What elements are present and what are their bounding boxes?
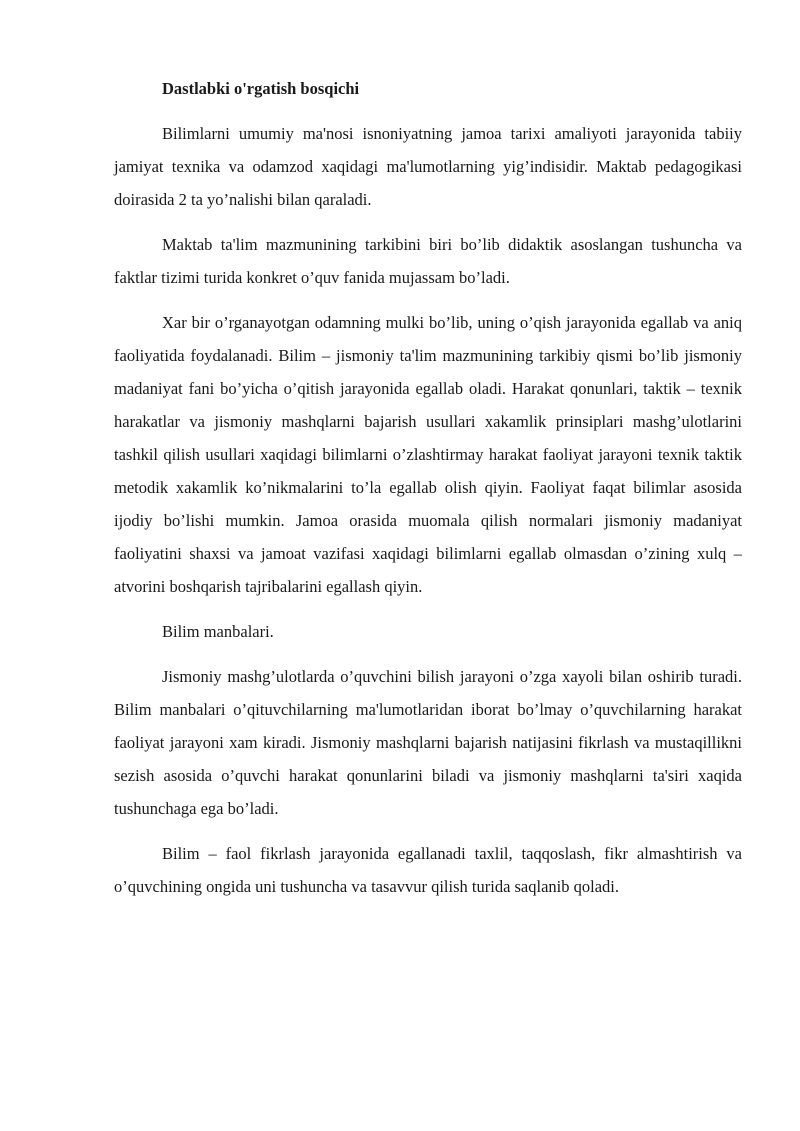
paragraph-4: Jismoniy mashg’ulotlarda o’quvchini bilish jarayoni o’zga xayoli bilan oshirib turadi. Bilim manbalari o’qituvchilarning ma'lumotlaridan iborat bo’lmay o’quvchilarning harakat faoliyat jarayoni xam kiradi. Jismoniy mashqlarni bajarish natijasini fikrlash va mustaqillikni sezish asosida o’quvchi harakat qonunlarini biladi va jismoniy mashqlarni ta'siri xaqida tushunchaga ega bo’ladi.	[114, 667, 742, 818]
section-subheading: Bilim manbalari.	[162, 622, 274, 641]
document-page	[114, 72, 742, 915]
section-heading: Dastlabki o'rgatish bosqichi	[162, 79, 360, 98]
paragraph-5: Bilim – faol fikrlash jarayonida egallanadi taxlil, taqqoslash, fikr almashtirish va o’quvchining ongida uni tushuncha va tasavvur qilish turida saqlanib qoladi.	[114, 844, 742, 896]
paragraph-3: Xar bir o’rganayotgan odamning mulki bo’lib, uning o’qish jarayonida egallab va aniq faoliyatida foydalanadi. Bilim – jismoniy ta'lim mazmunining tarkibiy qismi bo’lib jismoniy madaniyat fani bo’yicha o’qitish jarayonida egallab oladi. Harakat qonunlari, taktik – texnik harakatlar va jismoniy mashqlarni bajarish usullari xakamlik prinsiplari mashg’ulotlarini tashkil qilish usullari xaqidagi bilimlarni o’zlashtirmay harakat faoliyat jarayoni texnik taktik metodik xakamlik ko’nikmalarini to’la egallab olish qiyin. Faoliyat faqat bilimlar asosida ijodiy bo’lishi mumkin. Jamoa orasida muomala qilish normalari jismoniy madaniyat faoliyatini shaxsi va jamoat vazifasi xaqidagi bilimlarni egallab olmasdan o’zining xulq – atvorini boshqarish tajribalarini egallash qiyin.	[114, 313, 742, 596]
paragraph-2: Maktab ta'lim mazmunining tarkibini biri bo’lib didaktik asoslangan tushuncha va faktlar tizimi turida konkret o’quv fanida mujassam bo’ladi.	[114, 235, 742, 287]
paragraph-1: Bilimlarni umumiy ma'nosi isnoniyatning jamoa tarixi amaliyoti jarayonida tabiiy jamiyat texnika va odamzod xaqidagi ma'lumotlarning yig’indisidir. Maktab pedagogikasi doirasida 2 ta yo’nalishi bilan qaraladi.	[114, 124, 742, 209]
